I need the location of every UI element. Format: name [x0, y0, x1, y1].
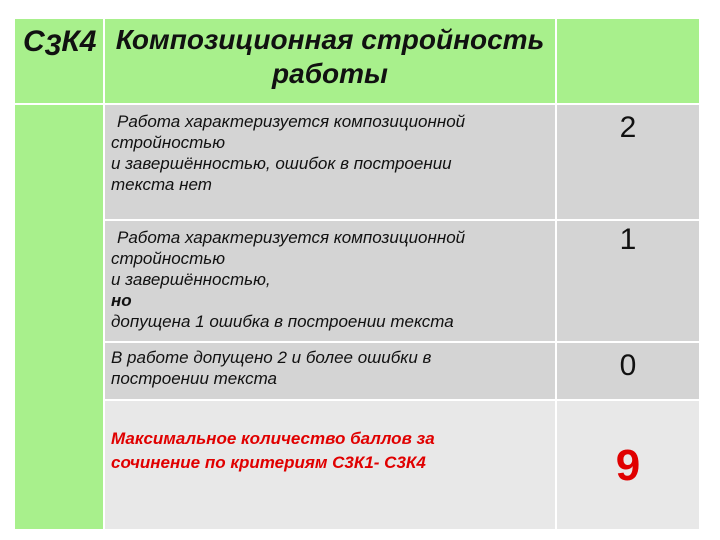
row-2-score: 1 [619, 223, 637, 256]
row-1-score-cell [556, 104, 700, 220]
row-3-description [104, 342, 556, 400]
total-line-2: сочинение по критериям С3К1- С3К4 [111, 453, 426, 472]
header-score-cell [556, 18, 700, 104]
total-text [111, 427, 547, 475]
row-3-line-2: построении текста [111, 369, 278, 388]
row-1-description [104, 104, 556, 220]
row-3-line-1: В работе допущено 2 и более ошибки в [111, 348, 432, 367]
code-letter: С [23, 25, 45, 58]
row-3-text [111, 347, 547, 389]
code-suffix: К4 [61, 25, 97, 58]
row-2-line-2: стройностью [111, 249, 226, 268]
row-1-line-1: Работа характеризуется композиционной [117, 112, 466, 131]
criteria-table [14, 18, 700, 530]
row-2-line-1: Работа характеризуется композиционной [117, 228, 466, 247]
header-code-cell [14, 18, 104, 104]
row-3-score: 0 [619, 349, 637, 382]
header-title-cell [104, 18, 556, 104]
row-2-line-3: и завершённостью, [111, 270, 271, 289]
row-1-line-4: текста нет [111, 175, 212, 194]
left-column [14, 104, 104, 530]
row-1-text [111, 111, 547, 195]
row-3-score-cell [556, 342, 700, 400]
row-1-line-2: стройностью [111, 133, 226, 152]
row-2-score-cell [556, 220, 700, 342]
row-1-line-3: и завершённостью, ошибок в построении [111, 154, 452, 173]
total-score: 9 [615, 441, 641, 490]
criterion-title [105, 23, 555, 91]
row-2-line-4: но [111, 291, 132, 310]
row-2-description [104, 220, 556, 342]
total-description [104, 400, 556, 530]
total-score-cell [556, 400, 700, 530]
code-sub: 3 [44, 29, 62, 63]
title-line-1: Композиционная стройность [115, 24, 545, 55]
title-line-2: работы [272, 58, 388, 89]
row-2-text [111, 227, 547, 332]
row-1-score: 2 [619, 111, 637, 144]
row-2-line-5: допущена 1 ошибка в построении текста [111, 312, 454, 331]
criterion-code [23, 25, 97, 63]
total-line-1: Максимальное количество баллов за [111, 429, 435, 448]
